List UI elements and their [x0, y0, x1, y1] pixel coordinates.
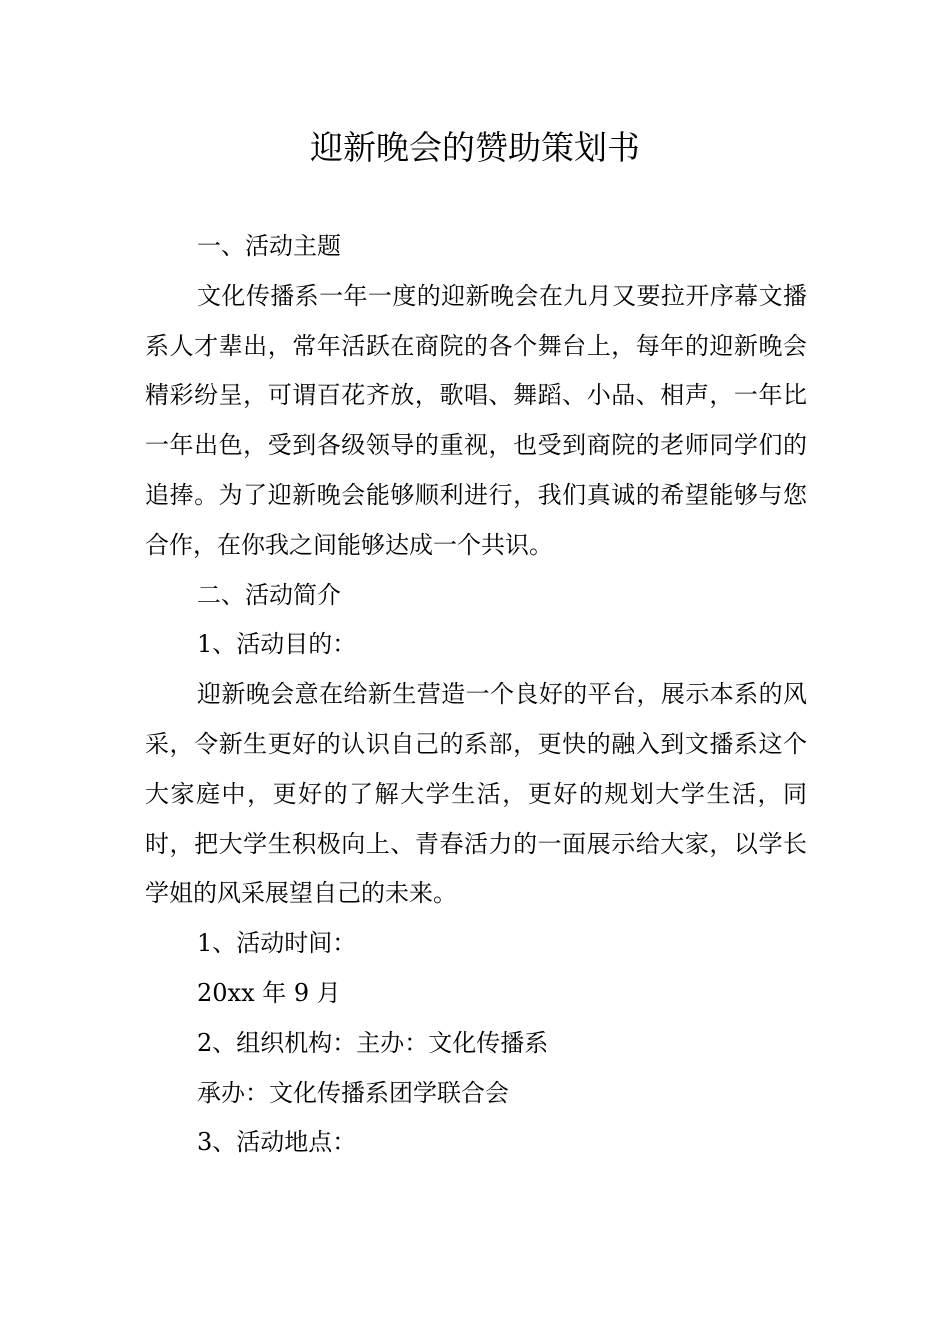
section-heading-theme: 一、活动主题 [197, 232, 341, 260]
paragraph-time: 20xx 年 9 月 [197, 978, 341, 1007]
subheading-location: 3、活动地点： [197, 1128, 357, 1157]
paragraph-purpose: 迎新晚会意在给新生营造一个良好的平台，展示本系的风采，令新生更好的认识自己的系部，更快的融入到文播系这个大家庭中，更好的了解大学生活，更好的规划大学生活，同时，把大学生积极向上、青春活力的一面展示给大家，以学长学姐的风采展望自己的未来。 [145, 680, 807, 908]
subheading-purpose: 1、活动目的： [197, 630, 357, 659]
paragraph-undertaker: 承办：文化传播系团学联合会 [197, 1078, 509, 1107]
paragraph-theme: 文化传播系一年一度的迎新晚会在九月又要拉开序幕文播系人才辈出，常年活跃在商院的各个舞台上，每年的迎新晚会精彩纷呈，可谓百花齐放，歌唱、舞蹈、小品、相声，一年比一年出色，受到各级领导的重视，也受到商院的老师同学们的追捧。为了迎新晚会能够顺利进行，我们真诚的希望能够与您合作，在你我之间能够达成一个共识。 [145, 281, 807, 559]
document-body [145, 222, 807, 1168]
section-heading-intro: 二、活动简介 [197, 580, 341, 609]
subheading-organizer: 2、组织机构：主办：文化传播系 [197, 1028, 549, 1057]
document-title: 迎新晚会的赞助策划书 [310, 128, 640, 167]
subheading-time: 1、活动时间： [197, 929, 357, 958]
